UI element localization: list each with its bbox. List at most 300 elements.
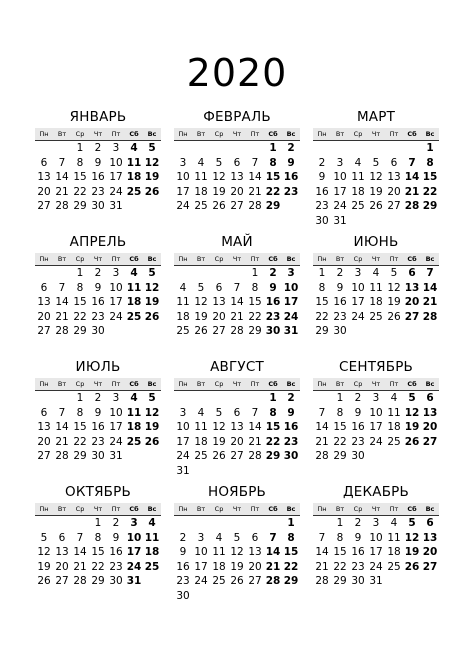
day-cell: 17 (109, 421, 123, 433)
month-name: НОЯБРЬ (207, 484, 267, 500)
day-cell: 1 (94, 517, 102, 529)
empty-cell (264, 516, 282, 531)
day-cell: 7 (318, 531, 326, 544)
weekday-label: Сб (129, 130, 139, 138)
month-block (35, 108, 161, 214)
day-cell: 8 (269, 406, 277, 419)
day-cell: 16 (91, 421, 105, 433)
weekday-label: Вс (147, 255, 157, 263)
day-cell: 30 (351, 450, 365, 462)
day-cell: 7 (251, 156, 259, 169)
day-cell: 26 (404, 435, 420, 448)
day-cell: 20 (37, 435, 51, 448)
weekday-label: Ср (214, 505, 224, 513)
day-cell: 10 (109, 281, 123, 294)
days-grid (35, 516, 161, 589)
day-cell: 5 (372, 156, 380, 169)
year-title: 2020 (186, 51, 288, 95)
day-cell: 26 (144, 435, 160, 448)
day-cell: 21 (422, 296, 438, 308)
day-cell: 29 (91, 575, 105, 587)
empty-cell (192, 141, 210, 156)
weekday-label: Пн (39, 130, 49, 138)
day-cell: 28 (404, 200, 420, 212)
day-cell: 4 (148, 517, 156, 529)
day-cell: 31 (333, 214, 347, 227)
empty-cell (192, 391, 210, 406)
day-cell: 21 (73, 560, 87, 573)
day-cell: 14 (55, 171, 69, 183)
day-cell: 15 (283, 546, 299, 558)
day-cell: 11 (126, 156, 142, 169)
day-cell: 4 (130, 142, 138, 154)
day-cell: 20 (248, 560, 262, 573)
day-cell: 5 (408, 392, 416, 404)
weekday-label: Вс (147, 130, 157, 138)
day-cell: 9 (318, 171, 326, 183)
day-cell: 25 (351, 200, 365, 212)
weekday-label: Пн (178, 255, 188, 263)
weekday-label: Вт (335, 505, 345, 513)
day-cell: 30 (91, 450, 105, 462)
weekday-label: Ср (353, 505, 363, 513)
day-cell: 17 (109, 171, 123, 183)
day-cell: 24 (194, 575, 208, 587)
day-cell: 30 (265, 325, 281, 337)
weekday-label: Чт (232, 130, 242, 138)
day-cell: 31 (369, 575, 383, 587)
day-cell: 18 (387, 546, 401, 558)
day-cell: 26 (369, 200, 383, 212)
day-cell: 13 (230, 171, 244, 183)
day-cell: 2 (354, 517, 362, 529)
day-cell: 18 (194, 185, 208, 198)
day-cell: 12 (194, 296, 208, 308)
day-cell: 9 (112, 531, 120, 544)
weekday-label: Вс (286, 505, 296, 513)
day-cell: 22 (91, 560, 105, 573)
weekday-header (313, 128, 439, 141)
day-cell: 29 (73, 450, 87, 462)
day-cell: 7 (408, 156, 416, 169)
month-name: АПРЕЛЬ (69, 234, 127, 250)
weekday-label: Сб (129, 380, 139, 388)
day-cell: 9 (269, 281, 277, 294)
day-cell: 9 (354, 531, 362, 544)
weekday-header (313, 253, 439, 266)
day-cell: 24 (369, 560, 383, 573)
weekday-label: Чт (93, 505, 103, 513)
weekday-label: Пт (389, 255, 399, 263)
day-cell: 23 (109, 560, 123, 573)
day-cell: 7 (58, 406, 66, 419)
day-cell: 17 (369, 421, 383, 433)
day-cell: 30 (315, 214, 329, 227)
day-cell: 22 (315, 310, 329, 323)
empty-cell (403, 141, 421, 156)
day-cell: 7 (426, 267, 434, 279)
empty-cell (192, 266, 210, 281)
weekday-label: Чт (371, 505, 381, 513)
weekday-label: Сб (407, 380, 417, 388)
day-cell: 4 (197, 156, 205, 169)
weekday-label: Вс (425, 130, 435, 138)
day-cell: 5 (40, 531, 48, 544)
weekday-label: Пн (39, 380, 49, 388)
day-cell: 12 (369, 171, 383, 183)
day-cell: 2 (336, 267, 344, 279)
day-cell: 1 (426, 142, 434, 154)
day-cell: 20 (230, 185, 244, 198)
day-cell: 1 (76, 142, 84, 154)
weekday-header (174, 253, 300, 266)
day-cell: 2 (112, 517, 120, 529)
weekday-label: Ср (75, 505, 85, 513)
day-cell: 12 (144, 406, 160, 419)
day-cell: 18 (369, 296, 383, 308)
day-cell: 18 (351, 185, 365, 198)
day-cell: 17 (109, 296, 123, 308)
day-cell: 5 (390, 267, 398, 279)
day-cell: 31 (109, 200, 123, 212)
day-cell: 16 (351, 546, 365, 558)
day-cell: 18 (126, 171, 142, 183)
day-cell: 7 (76, 531, 84, 544)
day-cell: 23 (351, 435, 365, 448)
day-cell: 19 (212, 435, 226, 448)
day-cell: 7 (58, 156, 66, 169)
day-cell: 13 (422, 531, 438, 544)
day-cell: 17 (194, 560, 208, 573)
day-cell: 5 (215, 156, 223, 169)
weekday-label: Чт (93, 130, 103, 138)
day-cell: 15 (265, 421, 281, 433)
day-cell: 27 (37, 200, 51, 212)
day-cell: 15 (265, 171, 281, 183)
day-cell: 13 (212, 296, 226, 308)
day-cell: 8 (426, 156, 434, 169)
day-cell: 11 (387, 531, 401, 544)
weekday-label: Ср (353, 255, 363, 263)
weekday-label: Пт (389, 505, 399, 513)
day-cell: 26 (387, 310, 401, 323)
day-cell: 21 (248, 435, 262, 448)
day-cell: 11 (176, 296, 190, 308)
day-cell: 25 (194, 200, 208, 212)
day-cell: 20 (422, 546, 438, 558)
day-cell: 3 (112, 142, 120, 154)
empty-cell (228, 391, 246, 406)
day-cell: 17 (126, 546, 142, 558)
day-cell: 11 (369, 281, 383, 294)
days-grid (35, 391, 161, 464)
weekday-label: Сб (129, 255, 139, 263)
day-cell: 18 (126, 296, 142, 308)
weekday-label: Вс (286, 255, 296, 263)
day-cell: 20 (387, 185, 401, 198)
day-cell: 23 (91, 185, 105, 198)
day-cell: 8 (287, 531, 295, 544)
day-cell: 3 (112, 267, 120, 279)
day-cell: 16 (109, 546, 123, 558)
day-cell: 9 (336, 281, 344, 294)
weekday-label: Пн (317, 130, 327, 138)
day-cell: 29 (422, 200, 438, 212)
day-cell: 27 (248, 575, 262, 587)
day-cell: 14 (265, 546, 281, 558)
day-cell: 26 (144, 185, 160, 198)
day-cell: 4 (390, 517, 398, 529)
weekday-label: Чт (371, 130, 381, 138)
month-block (174, 358, 300, 478)
day-cell: 1 (318, 267, 326, 279)
day-cell: 8 (94, 531, 102, 544)
day-cell: 24 (109, 310, 123, 323)
day-cell: 13 (248, 546, 262, 558)
day-cell: 12 (212, 171, 226, 183)
day-cell: 6 (40, 156, 48, 169)
day-cell: 31 (176, 464, 190, 477)
empty-cell (210, 391, 228, 406)
day-cell: 7 (58, 281, 66, 294)
day-cell: 4 (354, 156, 362, 169)
day-cell: 12 (212, 421, 226, 433)
day-cell: 21 (55, 310, 69, 323)
empty-cell (174, 266, 192, 281)
day-cell: 24 (176, 450, 190, 462)
day-cell: 21 (55, 185, 69, 198)
day-cell: 1 (269, 392, 277, 404)
day-cell: 22 (73, 185, 87, 198)
day-cell: 14 (315, 421, 329, 433)
day-cell: 7 (269, 531, 277, 544)
days-grid (313, 516, 439, 589)
day-cell: 17 (176, 435, 190, 448)
weekday-label: Вт (57, 380, 67, 388)
day-cell: 11 (126, 406, 142, 419)
day-cell: 11 (144, 531, 160, 544)
day-cell: 30 (351, 575, 365, 587)
day-cell: 6 (390, 156, 398, 169)
day-cell: 22 (333, 435, 347, 448)
day-cell: 25 (126, 310, 142, 323)
day-cell: 29 (73, 325, 87, 337)
day-cell: 25 (126, 185, 142, 198)
weekday-label: Вт (57, 255, 67, 263)
day-cell: 3 (372, 392, 380, 404)
day-cell: 24 (109, 435, 123, 448)
month-block (313, 358, 439, 464)
day-cell: 16 (91, 296, 105, 308)
day-cell: 24 (109, 185, 123, 198)
day-cell: 23 (91, 310, 105, 323)
weekday-label: Вс (147, 380, 157, 388)
day-cell: 9 (287, 406, 295, 419)
day-cell: 4 (130, 267, 138, 279)
day-cell: 30 (333, 325, 347, 337)
day-cell: 11 (126, 281, 142, 294)
day-cell: 29 (73, 200, 87, 212)
day-cell: 27 (230, 450, 244, 462)
day-cell: 6 (408, 267, 416, 279)
day-cell: 4 (197, 406, 205, 419)
day-cell: 11 (212, 546, 226, 558)
weekday-label: Ср (214, 130, 224, 138)
day-cell: 29 (283, 575, 299, 587)
day-cell: 19 (144, 171, 160, 183)
weekday-label: Ср (75, 380, 85, 388)
day-cell: 16 (176, 560, 190, 573)
weekday-label: Чт (371, 255, 381, 263)
month-name: МАЙ (221, 234, 253, 250)
day-cell: 26 (144, 310, 160, 323)
month-block (35, 233, 161, 339)
day-cell: 4 (372, 267, 380, 279)
day-cell: 1 (269, 142, 277, 154)
day-cell: 21 (55, 435, 69, 448)
day-cell: 2 (287, 392, 295, 404)
day-cell: 8 (336, 406, 344, 419)
day-cell: 7 (251, 406, 259, 419)
day-cell: 6 (426, 392, 434, 404)
day-cell: 27 (387, 200, 401, 212)
month-block (174, 108, 300, 214)
weekday-label: Вт (57, 505, 67, 513)
day-cell: 19 (404, 546, 420, 558)
weekday-label: Вс (425, 380, 435, 388)
weekday-label: Чт (232, 255, 242, 263)
weekday-label: Вс (286, 130, 296, 138)
day-cell: 12 (144, 281, 160, 294)
day-cell: 2 (269, 267, 277, 279)
day-cell: 24 (333, 200, 347, 212)
days-grid (174, 516, 300, 603)
day-cell: 29 (333, 575, 347, 587)
empty-cell (192, 516, 210, 531)
day-cell: 5 (197, 281, 205, 294)
weekday-label: Вт (335, 130, 345, 138)
day-cell: 11 (351, 171, 365, 183)
day-cell: 5 (233, 531, 241, 544)
weekday-header (35, 503, 161, 516)
month-block (174, 233, 300, 339)
empty-cell (246, 141, 264, 156)
day-cell: 6 (58, 531, 66, 544)
weekday-label: Сб (407, 130, 417, 138)
day-cell: 29 (315, 325, 329, 337)
day-cell: 20 (37, 310, 51, 323)
day-cell: 6 (251, 531, 259, 544)
day-cell: 26 (194, 325, 208, 337)
weekday-label: Ср (353, 130, 363, 138)
weekday-label: Пт (111, 255, 121, 263)
day-cell: 19 (230, 560, 244, 573)
day-cell: 16 (265, 296, 281, 308)
day-cell: 26 (212, 450, 226, 462)
weekday-label: Пт (111, 380, 121, 388)
day-cell: 3 (372, 517, 380, 529)
days-grid (313, 141, 439, 228)
day-cell: 26 (37, 575, 51, 587)
day-cell: 6 (40, 281, 48, 294)
day-cell: 29 (265, 450, 281, 462)
day-cell: 25 (387, 435, 401, 448)
day-cell: 19 (144, 421, 160, 433)
day-cell: 27 (422, 435, 438, 448)
day-cell: 30 (91, 200, 105, 212)
month-name: ДЕКАБРЬ (343, 484, 409, 500)
day-cell: 24 (369, 435, 383, 448)
weekday-label: Сб (407, 255, 417, 263)
day-cell: 28 (315, 450, 329, 462)
day-cell: 10 (283, 281, 299, 294)
weekday-label: Вт (335, 255, 345, 263)
day-cell: 23 (91, 435, 105, 448)
day-cell: 13 (404, 281, 420, 294)
day-cell: 3 (336, 156, 344, 169)
weekday-header (313, 503, 439, 516)
day-cell: 29 (265, 200, 281, 212)
day-cell: 14 (55, 296, 69, 308)
day-cell: 14 (73, 546, 87, 558)
day-cell: 28 (265, 575, 281, 587)
day-cell: 27 (212, 325, 226, 337)
day-cell: 28 (248, 200, 262, 212)
day-cell: 24 (283, 310, 299, 323)
day-cell: 18 (387, 421, 401, 433)
empty-cell (313, 141, 331, 156)
empty-cell (53, 266, 71, 281)
day-cell: 7 (233, 281, 241, 294)
day-cell: 28 (73, 575, 87, 587)
day-cell: 19 (369, 185, 383, 198)
day-cell: 6 (40, 406, 48, 419)
day-cell: 9 (354, 406, 362, 419)
day-cell: 3 (354, 267, 362, 279)
day-cell: 14 (248, 421, 262, 433)
day-cell: 25 (194, 450, 208, 462)
weekday-label: Чт (371, 380, 381, 388)
day-cell: 24 (351, 310, 365, 323)
day-cell: 15 (333, 421, 347, 433)
day-cell: 25 (387, 560, 401, 573)
empty-cell (174, 141, 192, 156)
empty-cell (35, 391, 53, 406)
day-cell: 26 (404, 560, 420, 573)
month-block (174, 483, 300, 603)
day-cell: 20 (55, 560, 69, 573)
day-cell: 10 (369, 531, 383, 544)
day-cell: 22 (265, 185, 281, 198)
month-name: АВГУСТ (210, 359, 264, 375)
day-cell: 20 (212, 310, 226, 323)
day-cell: 30 (91, 325, 105, 337)
day-cell: 17 (369, 546, 383, 558)
day-cell: 22 (265, 435, 281, 448)
day-cell: 19 (212, 185, 226, 198)
days-grid (174, 266, 300, 339)
days-grid (313, 266, 439, 339)
empty-cell (246, 391, 264, 406)
day-cell: 1 (76, 392, 84, 404)
day-cell: 19 (144, 296, 160, 308)
day-cell: 16 (351, 421, 365, 433)
day-cell: 2 (354, 392, 362, 404)
empty-cell (349, 141, 367, 156)
weekday-label: Пт (111, 130, 121, 138)
weekday-label: Пн (178, 130, 188, 138)
weekday-label: Пт (389, 130, 399, 138)
